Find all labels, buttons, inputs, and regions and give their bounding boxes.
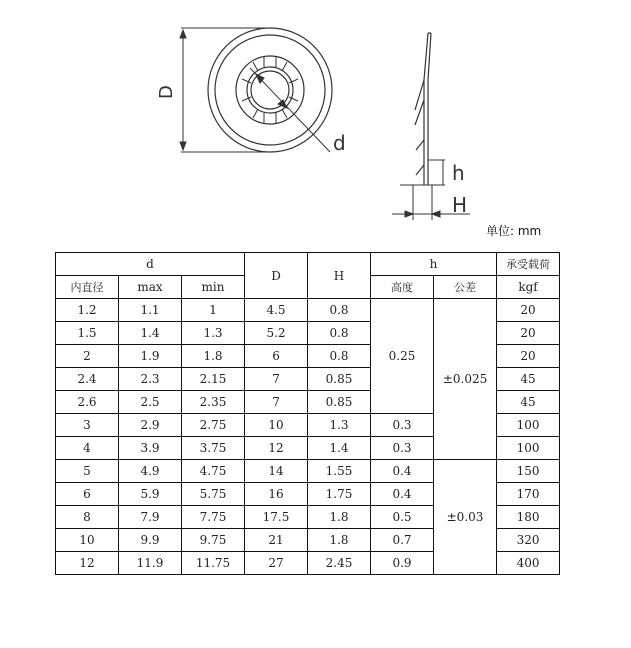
cell-H: 1.8 bbox=[308, 506, 371, 529]
cell-H: 0.8 bbox=[308, 345, 371, 368]
cell-H: 0.85 bbox=[308, 368, 371, 391]
unit-label: 单位: mm bbox=[486, 224, 542, 238]
cell-min: 3.75 bbox=[182, 437, 245, 460]
cell-load: 100 bbox=[497, 414, 560, 437]
cell-height: 0.4 bbox=[371, 460, 434, 483]
group-header-row bbox=[56, 253, 560, 276]
cell-H: 1.8 bbox=[308, 529, 371, 552]
cell-inner-diameter: 5 bbox=[56, 460, 119, 483]
washer-technical-drawing bbox=[0, 0, 631, 250]
header-H: H bbox=[308, 253, 371, 299]
cell-H: 2.45 bbox=[308, 552, 371, 575]
cell-height: 0.3 bbox=[371, 414, 434, 437]
cell-H: 0.8 bbox=[308, 299, 371, 322]
cell-D: 14 bbox=[245, 460, 308, 483]
cell-inner-diameter: 3 bbox=[56, 414, 119, 437]
cell-H: 0.8 bbox=[308, 322, 371, 345]
cell-max: 4.9 bbox=[119, 460, 182, 483]
spec-table-body bbox=[56, 253, 560, 575]
washer-side-view bbox=[415, 33, 431, 185]
cell-inner-diameter: 6 bbox=[56, 483, 119, 506]
cell-inner-diameter: 10 bbox=[56, 529, 119, 552]
cell-max: 3.9 bbox=[119, 437, 182, 460]
cell-load: 20 bbox=[497, 299, 560, 322]
cell-inner-diameter: 2.4 bbox=[56, 368, 119, 391]
cell-min: 11.75 bbox=[182, 552, 245, 575]
cell-max: 11.9 bbox=[119, 552, 182, 575]
header-D: D bbox=[245, 253, 308, 299]
cell-max: 2.3 bbox=[119, 368, 182, 391]
cell-H: 1.3 bbox=[308, 414, 371, 437]
subheader-tolerance: 公差 bbox=[434, 276, 497, 299]
cell-min: 2.15 bbox=[182, 368, 245, 391]
cell-D: 10 bbox=[245, 414, 308, 437]
cell-min: 1.3 bbox=[182, 322, 245, 345]
header-h: h bbox=[371, 253, 497, 276]
cell-tolerance-lower: ±0.03 bbox=[434, 460, 497, 575]
washer-front-view bbox=[208, 28, 332, 152]
label-H: H bbox=[452, 193, 468, 217]
label-d: d bbox=[333, 131, 346, 155]
cell-max: 2.9 bbox=[119, 414, 182, 437]
cell-D: 6 bbox=[245, 345, 308, 368]
cell-H: 1.4 bbox=[308, 437, 371, 460]
table-row bbox=[56, 460, 560, 483]
cell-tolerance-upper: ±0.025 bbox=[434, 299, 497, 460]
cell-D: 21 bbox=[245, 529, 308, 552]
cell-D: 4.5 bbox=[245, 299, 308, 322]
cell-max: 9.9 bbox=[119, 529, 182, 552]
cell-min: 2.35 bbox=[182, 391, 245, 414]
subheader-height: 高度 bbox=[371, 276, 434, 299]
subheader-inner-diameter: 内直径 bbox=[56, 276, 119, 299]
cell-max: 2.5 bbox=[119, 391, 182, 414]
cell-inner-diameter: 8 bbox=[56, 506, 119, 529]
dimension-h bbox=[400, 160, 445, 185]
cell-height: 0.5 bbox=[371, 506, 434, 529]
cell-H: 0.85 bbox=[308, 391, 371, 414]
subheader-min: min bbox=[182, 276, 245, 299]
dimension-d bbox=[250, 68, 330, 152]
cell-load: 20 bbox=[497, 345, 560, 368]
cell-min: 1 bbox=[182, 299, 245, 322]
cell-min: 9.75 bbox=[182, 529, 245, 552]
cell-inner-diameter: 1.2 bbox=[56, 299, 119, 322]
cell-D: 7 bbox=[245, 391, 308, 414]
cell-load: 180 bbox=[497, 506, 560, 529]
cell-height: 0.3 bbox=[371, 437, 434, 460]
cell-max: 1.9 bbox=[119, 345, 182, 368]
cell-height: 0.4 bbox=[371, 483, 434, 506]
header-d: d bbox=[56, 253, 245, 276]
cell-D: 5.2 bbox=[245, 322, 308, 345]
cell-load: 400 bbox=[497, 552, 560, 575]
cell-inner-diameter: 2.6 bbox=[56, 391, 119, 414]
cell-load: 150 bbox=[497, 460, 560, 483]
cell-D: 27 bbox=[245, 552, 308, 575]
cell-height: 0.9 bbox=[371, 552, 434, 575]
cell-D: 16 bbox=[245, 483, 308, 506]
cell-load: 45 bbox=[497, 368, 560, 391]
cell-min: 7.75 bbox=[182, 506, 245, 529]
cell-D: 17.5 bbox=[245, 506, 308, 529]
cell-max: 5.9 bbox=[119, 483, 182, 506]
cell-D: 12 bbox=[245, 437, 308, 460]
cell-max: 1.1 bbox=[119, 299, 182, 322]
label-D: D bbox=[156, 85, 177, 99]
cell-load: 170 bbox=[497, 483, 560, 506]
table-row bbox=[56, 299, 560, 322]
cell-inner-diameter: 4 bbox=[56, 437, 119, 460]
label-h: h bbox=[452, 161, 465, 185]
cell-inner-diameter: 12 bbox=[56, 552, 119, 575]
cell-max: 7.9 bbox=[119, 506, 182, 529]
cell-load: 45 bbox=[497, 391, 560, 414]
subheader-max: max bbox=[119, 276, 182, 299]
cell-min: 5.75 bbox=[182, 483, 245, 506]
cell-load: 20 bbox=[497, 322, 560, 345]
subheader-kgf: kgf bbox=[497, 276, 560, 299]
cell-height: 0.7 bbox=[371, 529, 434, 552]
cell-D: 7 bbox=[245, 368, 308, 391]
spec-table bbox=[55, 252, 560, 575]
cell-inner-diameter: 2 bbox=[56, 345, 119, 368]
cell-min: 2.75 bbox=[182, 414, 245, 437]
cell-load: 320 bbox=[497, 529, 560, 552]
cell-height-merged: 0.25 bbox=[371, 299, 434, 414]
cell-max: 1.4 bbox=[119, 322, 182, 345]
header-load: 承受载荷 bbox=[497, 253, 560, 276]
cell-min: 4.75 bbox=[182, 460, 245, 483]
cell-H: 1.55 bbox=[308, 460, 371, 483]
cell-load: 100 bbox=[497, 437, 560, 460]
cell-inner-diameter: 1.5 bbox=[56, 322, 119, 345]
cell-min: 1.8 bbox=[182, 345, 245, 368]
cell-H: 1.75 bbox=[308, 483, 371, 506]
